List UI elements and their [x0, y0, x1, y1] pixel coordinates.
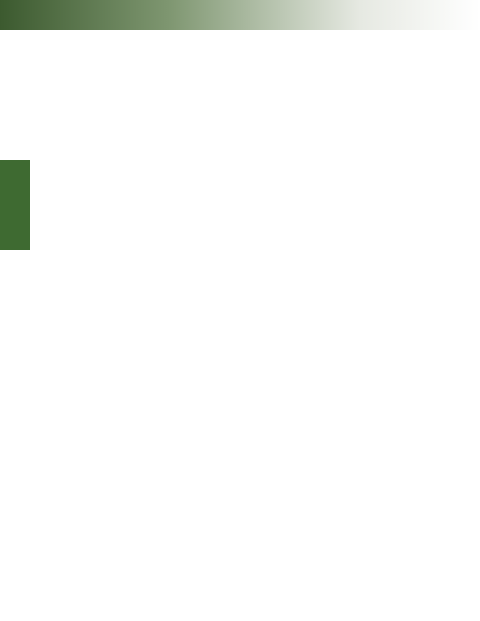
section-side-tab — [0, 160, 30, 250]
header-banner — [0, 0, 480, 30]
